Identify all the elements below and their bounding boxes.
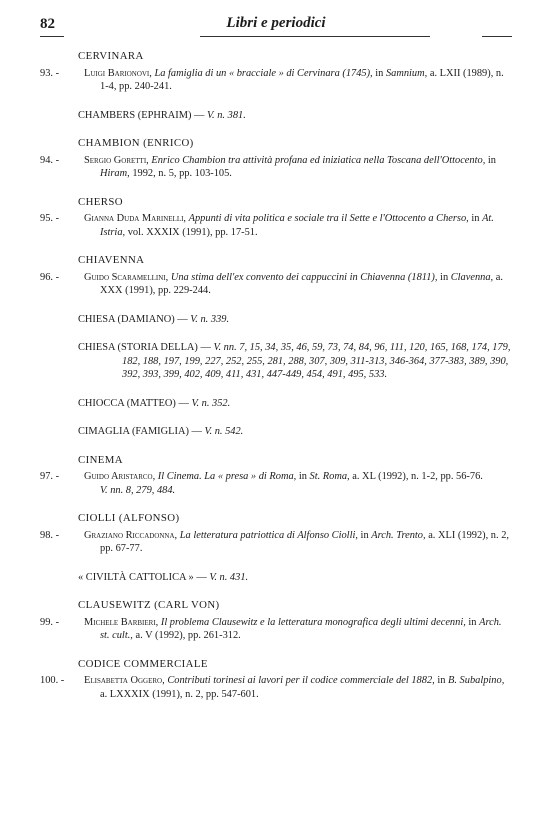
entry-details: a. XL (1992), n. 1-2, pp. 56-76. xyxy=(349,471,483,482)
reference-cimaglia xyxy=(78,425,512,439)
entry-author: Gianna Duda Marinelli, xyxy=(84,213,187,224)
entry-in: in xyxy=(296,471,310,482)
entry-100 xyxy=(40,674,512,701)
entry-details: a. LXII (1989), n. 1-4, pp. 240-241. xyxy=(100,67,504,92)
entry-97-see-also: V. nn. 8, 279, 484. xyxy=(100,484,176,496)
header-rule-right xyxy=(482,36,512,37)
entry-details: a. XXX (1991), pp. 229-244. xyxy=(100,271,503,296)
heading-ciolli: CIOLLI (ALFONSO) xyxy=(78,512,180,524)
entry-in: in xyxy=(372,67,386,79)
entry-journal: Hiram, xyxy=(100,168,130,179)
heading-cervinara: CERVINARA xyxy=(78,50,144,62)
page-number: 82 xyxy=(40,16,55,32)
entry-title: La famiglia di un « bracciale » di Cervinara (1745), xyxy=(154,67,373,79)
reference-name: CIMAGLIA (FAMIGLIA) — xyxy=(78,426,202,437)
entry-93 xyxy=(40,67,512,94)
entry-journal: Clavenna, xyxy=(450,271,494,283)
entry-details: vol. XXXIX (1991), pp. 17-51. xyxy=(125,226,258,238)
reference-chiesa-storia xyxy=(78,341,512,382)
heading-chiavenna: CHIAVENNA xyxy=(78,254,145,266)
entry-author: Michele Barbieri, xyxy=(84,616,159,628)
reference-name: CHIESA (DAMIANO) — xyxy=(78,313,188,325)
reference-chiocca xyxy=(78,397,512,411)
entry-author: Guido Scaramellini, xyxy=(84,271,169,283)
entry-96 xyxy=(40,271,512,298)
entry-number: 100. - xyxy=(40,675,65,686)
reference-name: « CIVILTÀ CATTOLICA » — xyxy=(78,571,207,583)
entry-number: 97. - xyxy=(40,471,60,482)
entry-author: Luigi Barionovi, xyxy=(84,67,152,79)
entry-journal: St. Roma, xyxy=(309,471,350,482)
entry-98 xyxy=(40,529,512,556)
entry-title: La letteratura patriottica di Alfonso Ciolli, xyxy=(179,529,358,541)
entry-journal: B. Subalpino, xyxy=(448,675,505,686)
entry-title: Enrico Chambion tra attività profana ed iniziatica nella Toscana dell'Ottocento, xyxy=(151,154,486,166)
entry-author: Graziano Riccadonna, xyxy=(84,529,178,541)
reference-see: V. n. 542. xyxy=(201,426,244,437)
heading-chambion: CHAMBION (ENRICO) xyxy=(78,137,194,149)
entry-author: Sergio Goretti, xyxy=(84,154,149,166)
entry-99 xyxy=(40,616,512,643)
entry-number: 95. - xyxy=(40,213,60,224)
running-title: Libri e periodici xyxy=(226,15,326,31)
entry-title: Contributi torinesi ai lavori per il codice commerciale del 1882, xyxy=(167,675,435,686)
entry-in: in xyxy=(465,616,480,628)
heading-cinema: CINEMA xyxy=(78,453,123,466)
entry-number: 99. - xyxy=(40,616,60,628)
entry-in: in xyxy=(437,271,451,283)
bibliography-body xyxy=(40,50,512,701)
reference-see: V. n. 431. xyxy=(206,571,249,583)
entry-title: Il Cinema. La « presa » di Roma, xyxy=(157,471,297,482)
entry-journal: Samnium, xyxy=(385,67,428,79)
reference-name: CHIESA (STORIA DELLA) — xyxy=(78,342,211,353)
entry-95 xyxy=(40,212,512,239)
entry-details: 1992, n. 5, pp. 103-105. xyxy=(129,168,232,179)
entry-in: in xyxy=(357,529,372,541)
reference-name: CHAMBERS (EPHRAIM) — xyxy=(78,109,205,121)
heading-cherso: CHERSO xyxy=(78,195,123,208)
entry-author: Elisabetta Oggero, xyxy=(84,675,165,686)
entry-details: a. XLI (1992), n. 2, pp. 67-77. xyxy=(100,529,509,554)
reference-chiesa-damiano xyxy=(78,313,512,327)
reference-chambers xyxy=(78,109,512,123)
header-rule-main xyxy=(200,36,430,37)
reference-see: V. n. 352. xyxy=(188,397,231,409)
reference-civilta-cattolica xyxy=(78,571,512,585)
reference-see: V. nn. 7, 15, 34, 35, 46, 59, 73, 74, 84, 96, 111, 120, 165, 168, 174, 179, 182, 188, 197, 199, 227, 252, 255, 281, 288, 307, 309, 311-313, 346-364, 377-383, 389, 390, 392, 393, 399, 402, 409, 411, 431, 447-449, 454, 491, 495, 533. xyxy=(122,342,511,380)
header-rule-left xyxy=(40,36,64,37)
entry-number: 94. - xyxy=(40,154,60,166)
reference-see: V. n. 381. xyxy=(204,109,246,121)
entry-97 xyxy=(40,470,512,484)
entry-author: Guido Aristarco, xyxy=(84,471,156,482)
entry-number: 98. - xyxy=(40,529,60,541)
entry-title: Il problema Clausewitz e la letteratura monografica degli ultimi decenni, xyxy=(160,616,466,628)
entry-in: in xyxy=(485,154,496,166)
entry-in: in xyxy=(434,675,449,686)
entry-details: a. V (1992), pp. 261-312. xyxy=(132,630,241,641)
heading-clausewitz: CLAUSEWITZ (CARL VON) xyxy=(78,599,220,611)
entry-94 xyxy=(40,154,512,181)
entry-in: in xyxy=(468,213,483,224)
page-header xyxy=(40,14,512,38)
reference-see: V. n. 339. xyxy=(187,313,230,325)
reference-name: CHIOCCA (MATTEO) — xyxy=(78,397,189,409)
entry-details: a. LXXXIX (1991), n. 2, pp. 547-601. xyxy=(100,688,259,700)
entry-number: 96. - xyxy=(40,271,60,283)
entry-journal: Arch. st. cult., xyxy=(100,616,502,641)
entry-title: Appunti di vita politica e sociale tra il Sette e l'Ottocento a Cherso, xyxy=(188,213,469,224)
entry-number: 93. - xyxy=(40,67,60,79)
entry-journal: Arch. Trento, xyxy=(371,529,426,541)
entry-journal: At. Istria, xyxy=(100,213,494,238)
heading-codice-commerciale: CODICE COMMERCIALE xyxy=(78,657,208,670)
entry-title: Una stima dell'ex convento dei cappuccini in Chiavenna (1811), xyxy=(170,271,438,283)
